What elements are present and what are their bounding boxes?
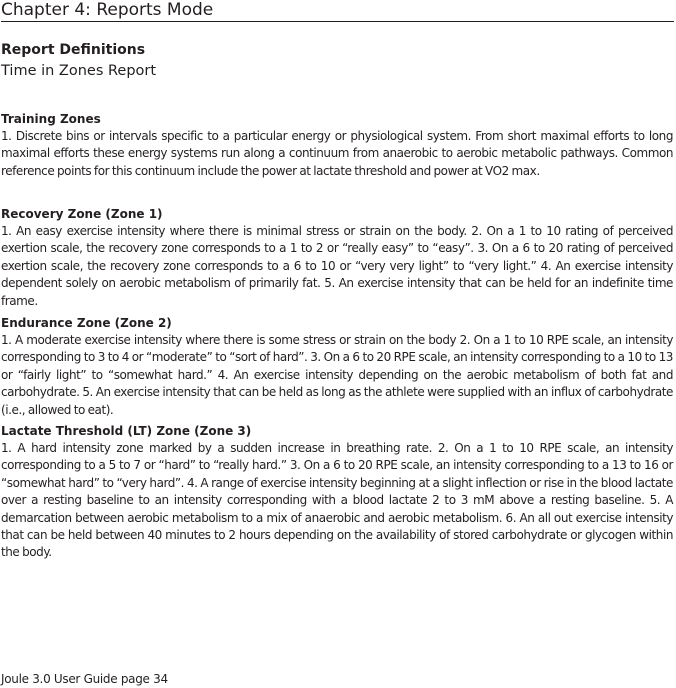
training-zones-section <box>1 111 673 180</box>
zone-title: Endurance Zone (Zone 2) <box>1 316 172 330</box>
lactate-threshold-zone-section <box>1 423 673 562</box>
zone-title: Recovery Zone (Zone 1) <box>1 207 163 221</box>
zone-definition: 1. A moderate exercise intensity where there is some stress or strain on the body 2. On a 1 to 10 RPE scale, an intensity corresponding to 3 to 4 or “moderate” to “sort of hard”. 3. On a 6 to 20 RPE scale, an intensity corresponding to a 10 to 13 or “fairly light” to “somewhat hard.” 4. An exercise intensity depending on the aerobic metabolism of both fat and carbohydrate. 5. An exercise intensity that can be held as long as the athlete were supplied with an influx of carbohydrate (i.e., allowed to eat). <box>1 333 673 417</box>
page-footer: Joule 3.0 User Guide page 34 <box>1 672 168 686</box>
endurance-zone-section <box>1 315 673 419</box>
zone-definition: 1. A hard intensity zone marked by a sudden increase in breathing rate. 2. On a 1 to 10 RPE scale, an intensity corresponding to a 5 to 7 or “hard” to “really hard.” 3. On a 6 to 20 RPE scale, an intensity corresponding to a 13 to 16 or “somewhat hard” to “very hard”. 4. A range of exercise intensity beginning at a slight inflection or rise in the blood lactate over a resting baseline to an intensity corresponding with a blood lactate 2 to 3 mM above a resting baseline. 5. A demarcation between aerobic metabolism to a mix of anaerobic and aerobic metabolism. 6. An all out exercise intensity that can be held between 40 minutes to 2 hours depending on the availability of stored carbohydrate or glycogen within the body. <box>1 441 673 560</box>
chapter-header <box>1 0 674 22</box>
zone-title: Training Zones <box>1 112 101 126</box>
zone-definition: 1. Discrete bins or intervals specific to a particular energy or physiological system. From short maximal efforts to long maximal efforts these energy systems run along a continuum from anaerobic to aerobic metabolic pathways. Common reference points for this continuum include the power at lactate threshold and power at VO2 max. <box>1 129 673 178</box>
chapter-title: Chapter 4: Reports Mode <box>1 0 214 20</box>
recovery-zone-section <box>1 206 673 310</box>
section-subheading: Time in Zones Report <box>1 63 157 79</box>
section-heading: Report Definitions <box>1 42 146 58</box>
zone-title: Lactate Threshold (LT) Zone (Zone 3) <box>1 424 252 438</box>
zone-definition: 1. An easy exercise intensity where there is minimal stress or strain on the body. 2. On a 1 to 10 rating of perceived exertion scale, the recovery zone corresponds to a 1 to 2 or “really easy” to “easy”. 3. On a 6 to 20 rating of perceived exertion scale, the recovery zone corresponds to a 6 to 10 or “very very light” to “very light.” 4. An exercise intensity dependent solely on aerobic metabolism of primarily fat. 5. An exercise intensity that can be held for an indefinite time frame. <box>1 224 673 308</box>
